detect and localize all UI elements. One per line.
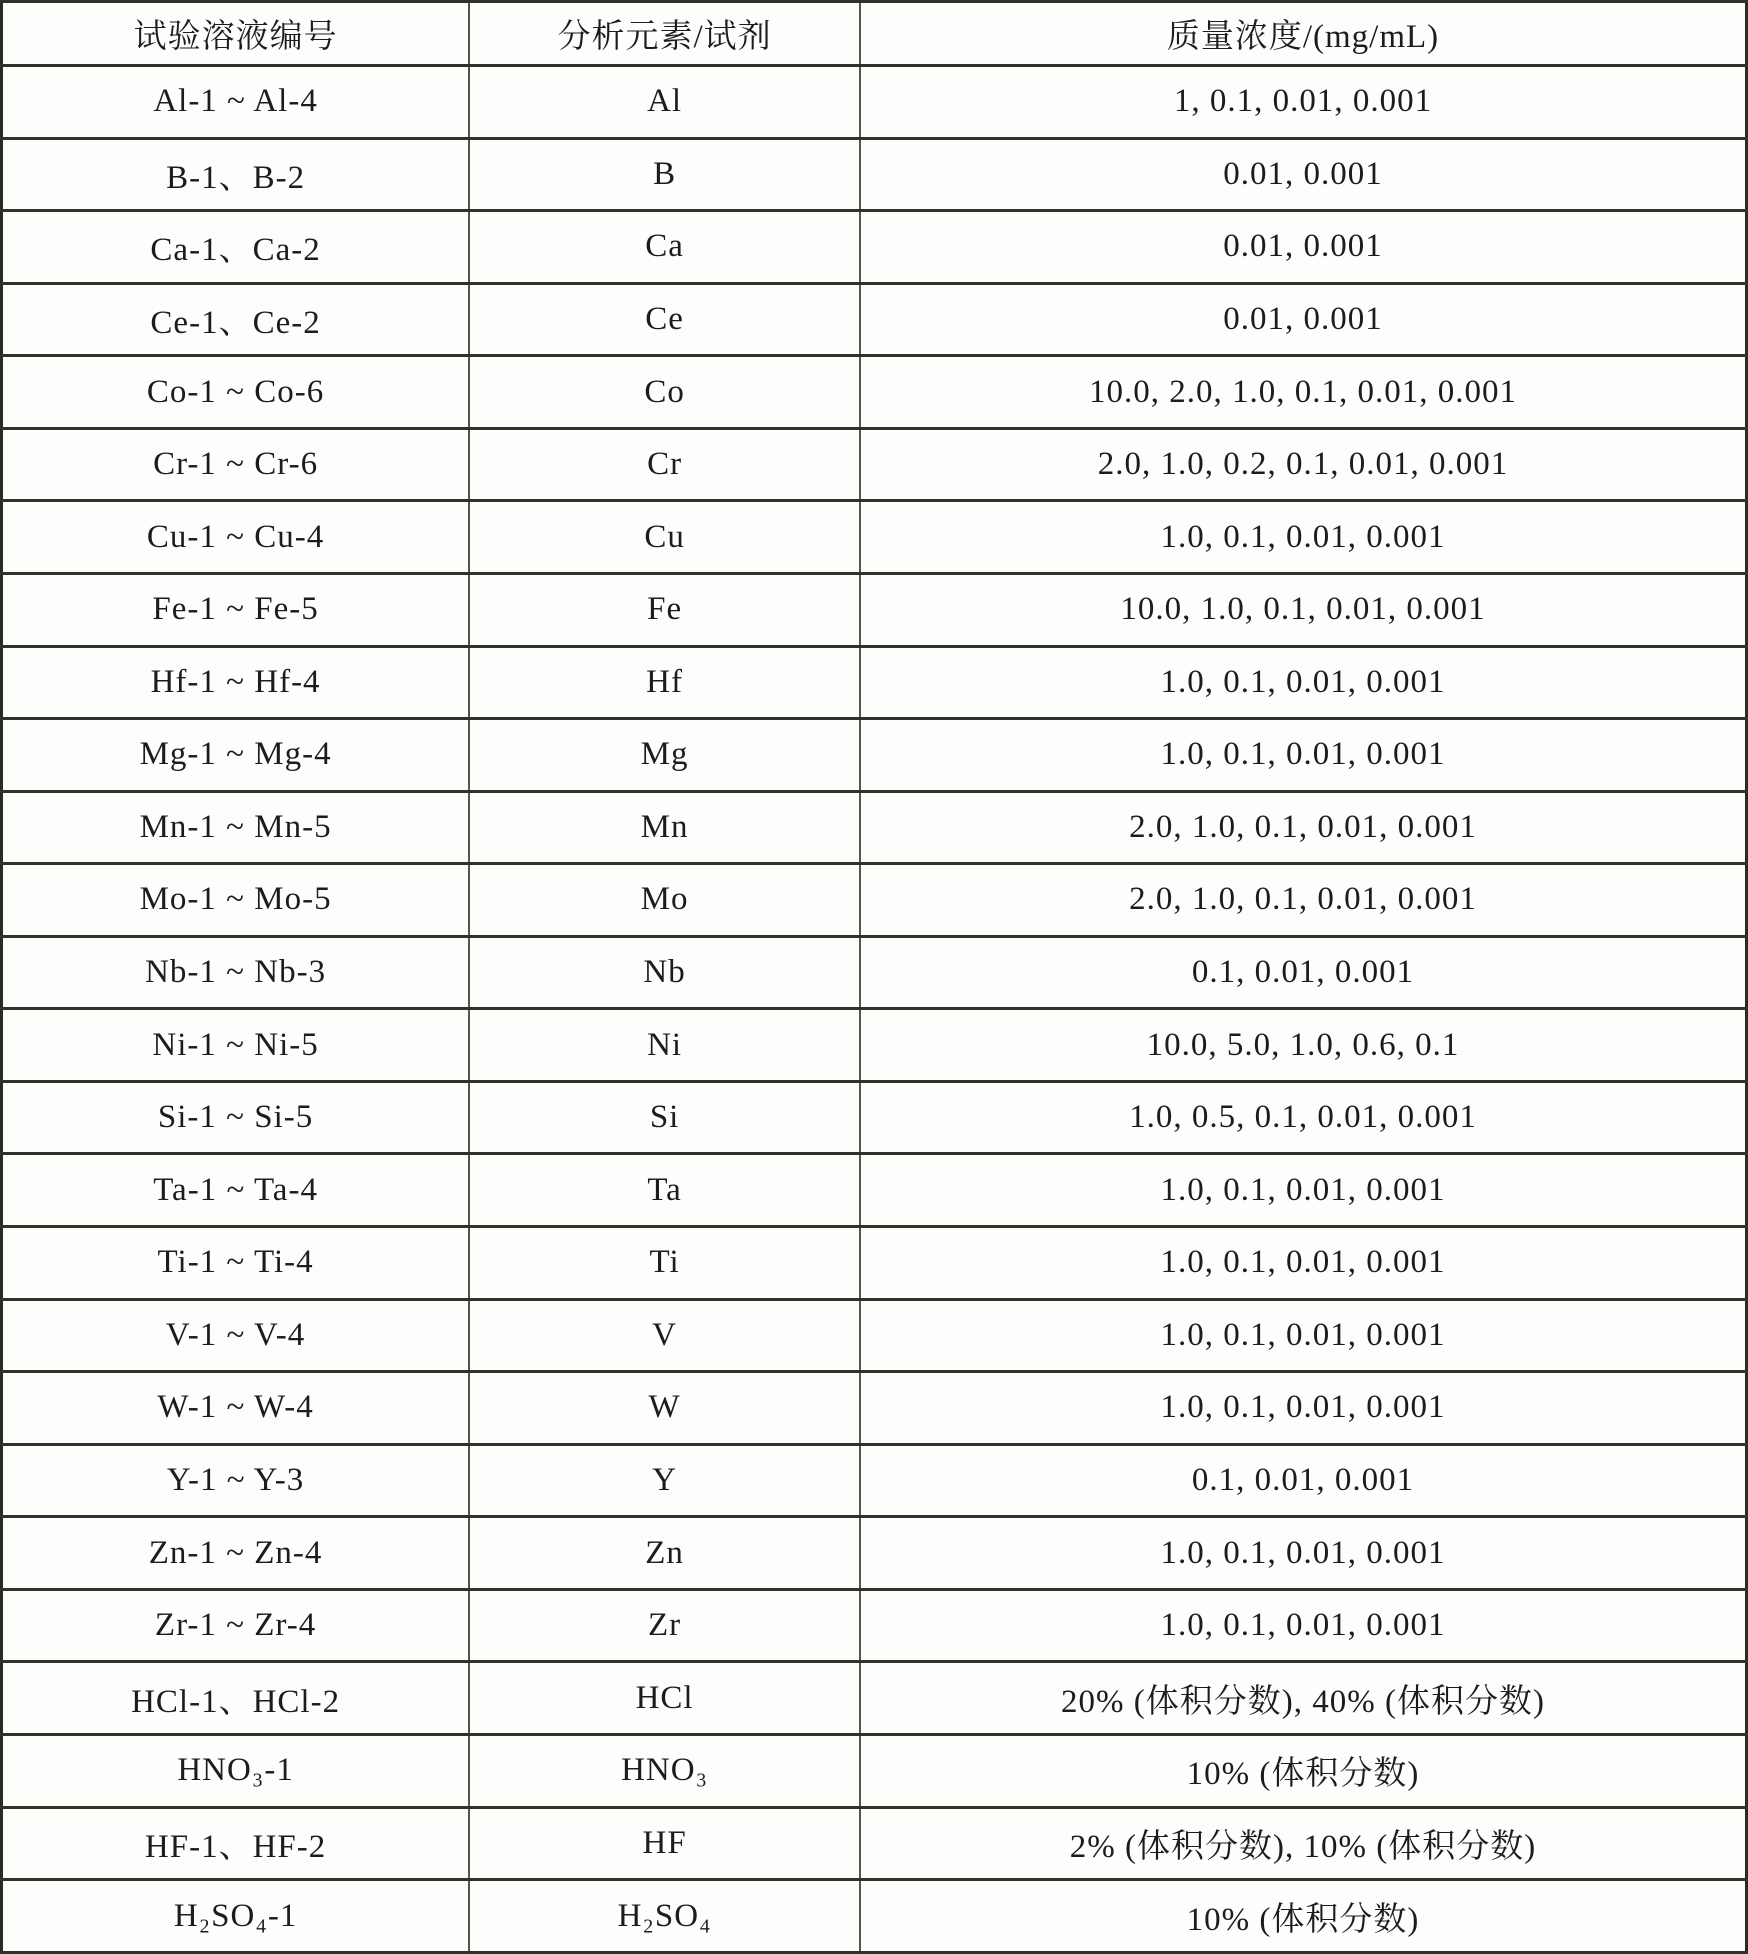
cell-element-reagent: Ni (469, 1009, 860, 1082)
header-cell-element-reagent: 分析元素/试剂 (469, 2, 860, 66)
cell-solution-id: B-1、B-2 (2, 138, 470, 211)
table-row (2, 1154, 1747, 1227)
cell-element-reagent: Mn (469, 791, 860, 864)
table-row (2, 719, 1747, 792)
cell-element-reagent: Si (469, 1081, 860, 1154)
table-row (2, 936, 1747, 1009)
cell-mass-concentration: 1.0, 0.1, 0.01, 0.001 (860, 1154, 1746, 1227)
cell-element-reagent: HF (469, 1807, 860, 1880)
cell-mass-concentration: 0.01, 0.001 (860, 283, 1746, 356)
cell-mass-concentration: 1.0, 0.1, 0.01, 0.001 (860, 646, 1746, 719)
table-row (2, 573, 1747, 646)
cell-mass-concentration: 20% (体积分数), 40% (体积分数) (860, 1662, 1746, 1735)
cell-element-reagent: Y (469, 1444, 860, 1517)
cell-mass-concentration: 2.0, 1.0, 0.1, 0.01, 0.001 (860, 791, 1746, 864)
table-row (2, 501, 1747, 574)
cell-mass-concentration: 10% (体积分数) (860, 1734, 1746, 1807)
cell-mass-concentration: 1.0, 0.1, 0.01, 0.001 (860, 1589, 1746, 1662)
cell-mass-concentration: 1.0, 0.1, 0.01, 0.001 (860, 719, 1746, 792)
cell-mass-concentration: 10.0, 5.0, 1.0, 0.6, 0.1 (860, 1009, 1746, 1082)
cell-element-reagent: HNO₃ (469, 1734, 860, 1807)
cell-element-reagent: HCl (469, 1662, 860, 1735)
cell-solution-id: Al-1 ~ Al-4 (2, 66, 470, 139)
cell-element-reagent: Ta (469, 1154, 860, 1227)
table-row (2, 1372, 1747, 1445)
table-row (2, 1734, 1747, 1807)
table-row (2, 646, 1747, 719)
cell-solution-id: Ta-1 ~ Ta-4 (2, 1154, 470, 1227)
cell-solution-id: H₂SO₄-1 (2, 1880, 470, 1953)
cell-element-reagent: Mo (469, 864, 860, 937)
cell-solution-id: Co-1 ~ Co-6 (2, 356, 470, 429)
cell-element-reagent: Ti (469, 1227, 860, 1300)
table-row (2, 1444, 1747, 1517)
cell-solution-id: HF-1、HF-2 (2, 1807, 470, 1880)
cell-element-reagent: Mg (469, 719, 860, 792)
cell-element-reagent: Cu (469, 501, 860, 574)
cell-mass-concentration: 1.0, 0.1, 0.01, 0.001 (860, 501, 1746, 574)
cell-solution-id: Si-1 ~ Si-5 (2, 1081, 470, 1154)
cell-element-reagent: B (469, 138, 860, 211)
table-row (2, 66, 1747, 139)
cell-element-reagent: Ca (469, 211, 860, 284)
cell-element-reagent: Zr (469, 1589, 860, 1662)
cell-solution-id: Zr-1 ~ Zr-4 (2, 1589, 470, 1662)
table-row (2, 1517, 1747, 1590)
cell-mass-concentration: 10.0, 2.0, 1.0, 0.1, 0.01, 0.001 (860, 356, 1746, 429)
cell-solution-id: Ni-1 ~ Ni-5 (2, 1009, 470, 1082)
cell-mass-concentration: 1.0, 0.5, 0.1, 0.01, 0.001 (860, 1081, 1746, 1154)
cell-mass-concentration: 1.0, 0.1, 0.01, 0.001 (860, 1372, 1746, 1445)
header-cell-mass-concentration: 质量浓度/(mg/mL) (860, 2, 1746, 66)
cell-element-reagent: H₂SO₄ (469, 1880, 860, 1953)
table-row (2, 1662, 1747, 1735)
header-cell-solution-id: 试验溶液编号 (2, 2, 470, 66)
cell-element-reagent: Fe (469, 573, 860, 646)
table-row (2, 1589, 1747, 1662)
table-header (2, 2, 1747, 66)
table-row (2, 1299, 1747, 1372)
cell-solution-id: Mn-1 ~ Mn-5 (2, 791, 470, 864)
cell-element-reagent: Co (469, 356, 860, 429)
cell-element-reagent: Nb (469, 936, 860, 1009)
cell-mass-concentration: 1.0, 0.1, 0.01, 0.001 (860, 1299, 1746, 1372)
cell-mass-concentration: 10% (体积分数) (860, 1880, 1746, 1953)
header-row (2, 2, 1747, 66)
cell-mass-concentration: 2.0, 1.0, 0.2, 0.1, 0.01, 0.001 (860, 428, 1746, 501)
table-body (2, 66, 1747, 1953)
table-row (2, 1227, 1747, 1300)
table-row (2, 428, 1747, 501)
cell-element-reagent: W (469, 1372, 860, 1445)
cell-element-reagent: Ce (469, 283, 860, 356)
cell-solution-id: V-1 ~ V-4 (2, 1299, 470, 1372)
cell-solution-id: Cr-1 ~ Cr-6 (2, 428, 470, 501)
cell-mass-concentration: 0.1, 0.01, 0.001 (860, 1444, 1746, 1517)
cell-mass-concentration: 1.0, 0.1, 0.01, 0.001 (860, 1517, 1746, 1590)
table-row (2, 791, 1747, 864)
cell-element-reagent: Zn (469, 1517, 860, 1590)
cell-solution-id: Ca-1、Ca-2 (2, 211, 470, 284)
cell-element-reagent: Al (469, 66, 860, 139)
table-row (2, 1009, 1747, 1082)
table-row (2, 283, 1747, 356)
cell-mass-concentration: 0.01, 0.001 (860, 211, 1746, 284)
cell-mass-concentration: 0.01, 0.001 (860, 138, 1746, 211)
table-row (2, 211, 1747, 284)
cell-solution-id: W-1 ~ W-4 (2, 1372, 470, 1445)
cell-mass-concentration: 2.0, 1.0, 0.1, 0.01, 0.001 (860, 864, 1746, 937)
cell-mass-concentration: 10.0, 1.0, 0.1, 0.01, 0.001 (860, 573, 1746, 646)
table-row (2, 138, 1747, 211)
cell-solution-id: HCl-1、HCl-2 (2, 1662, 470, 1735)
cell-solution-id: Ce-1、Ce-2 (2, 283, 470, 356)
cell-mass-concentration: 1.0, 0.1, 0.01, 0.001 (860, 1227, 1746, 1300)
cell-solution-id: Ti-1 ~ Ti-4 (2, 1227, 470, 1300)
cell-solution-id: Mo-1 ~ Mo-5 (2, 864, 470, 937)
cell-solution-id: Nb-1 ~ Nb-3 (2, 936, 470, 1009)
cell-solution-id: Fe-1 ~ Fe-5 (2, 573, 470, 646)
cell-solution-id: Y-1 ~ Y-3 (2, 1444, 470, 1517)
cell-mass-concentration: 0.1, 0.01, 0.001 (860, 936, 1746, 1009)
table-row (2, 1880, 1747, 1953)
cell-element-reagent: V (469, 1299, 860, 1372)
cell-solution-id: Zn-1 ~ Zn-4 (2, 1517, 470, 1590)
table-row (2, 1081, 1747, 1154)
cell-solution-id: Hf-1 ~ Hf-4 (2, 646, 470, 719)
cell-mass-concentration: 1, 0.1, 0.01, 0.001 (860, 66, 1746, 139)
cell-element-reagent: Cr (469, 428, 860, 501)
table-row (2, 1807, 1747, 1880)
table-row (2, 864, 1747, 937)
cell-solution-id: Cu-1 ~ Cu-4 (2, 501, 470, 574)
cell-mass-concentration: 2% (体积分数), 10% (体积分数) (860, 1807, 1746, 1880)
table-row (2, 356, 1747, 429)
cell-element-reagent: Hf (469, 646, 860, 719)
cell-solution-id: HNO₃-1 (2, 1734, 470, 1807)
cell-solution-id: Mg-1 ~ Mg-4 (2, 719, 470, 792)
